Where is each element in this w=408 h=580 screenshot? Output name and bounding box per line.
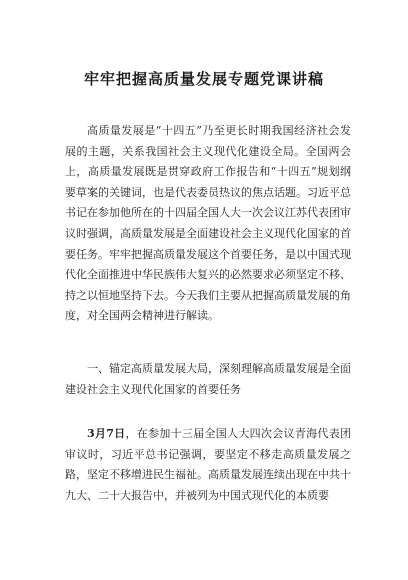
date-text: 3月7日 <box>87 427 126 440</box>
document-title: 牢牢把握高质量发展专题党课讲稿 <box>83 70 324 88</box>
section-heading: 一、锚定高质量发展大局，深刻理解高质量发展是全面建设社会主义现代化国家的首要任务 <box>65 362 351 396</box>
body-paragraph-text: ，在参加十三届全国人大四次会议青海代表团审议时，习近平总书记强调，要坚定不移走高质量发展之路，坚定不移增进民生福祉。高质量发展连续出现在中共十九大、二十大报告中，并被列为中国式现代化的本质要 <box>65 427 352 502</box>
intro-paragraph: 高质量发展是“十四五”乃至更长时期我国经济社会发展的主题，关系我国社会主义现代化建设全局。全国两会上，高质量发展既是贯穿政府工作报告和“十四五”规划纲要草案的关键词，也是代表委员热议的焦点话题。习近平总书记在参加他所在的十四届全国人大一次会议江苏代表团审议时强调，高质量发展是全面建设社会主义现代化国家的首要任务。牢牢把握高质量发展这个首要任务，是以中国式现代化全面推进中华民族伟大复兴的必然要求必须坚定不移、持之以恒地坚持下去。今天我们主要从把握高质量发展的角度，对全国两会精神进行解读。 <box>65 124 351 323</box>
body-paragraph <box>65 424 351 506</box>
